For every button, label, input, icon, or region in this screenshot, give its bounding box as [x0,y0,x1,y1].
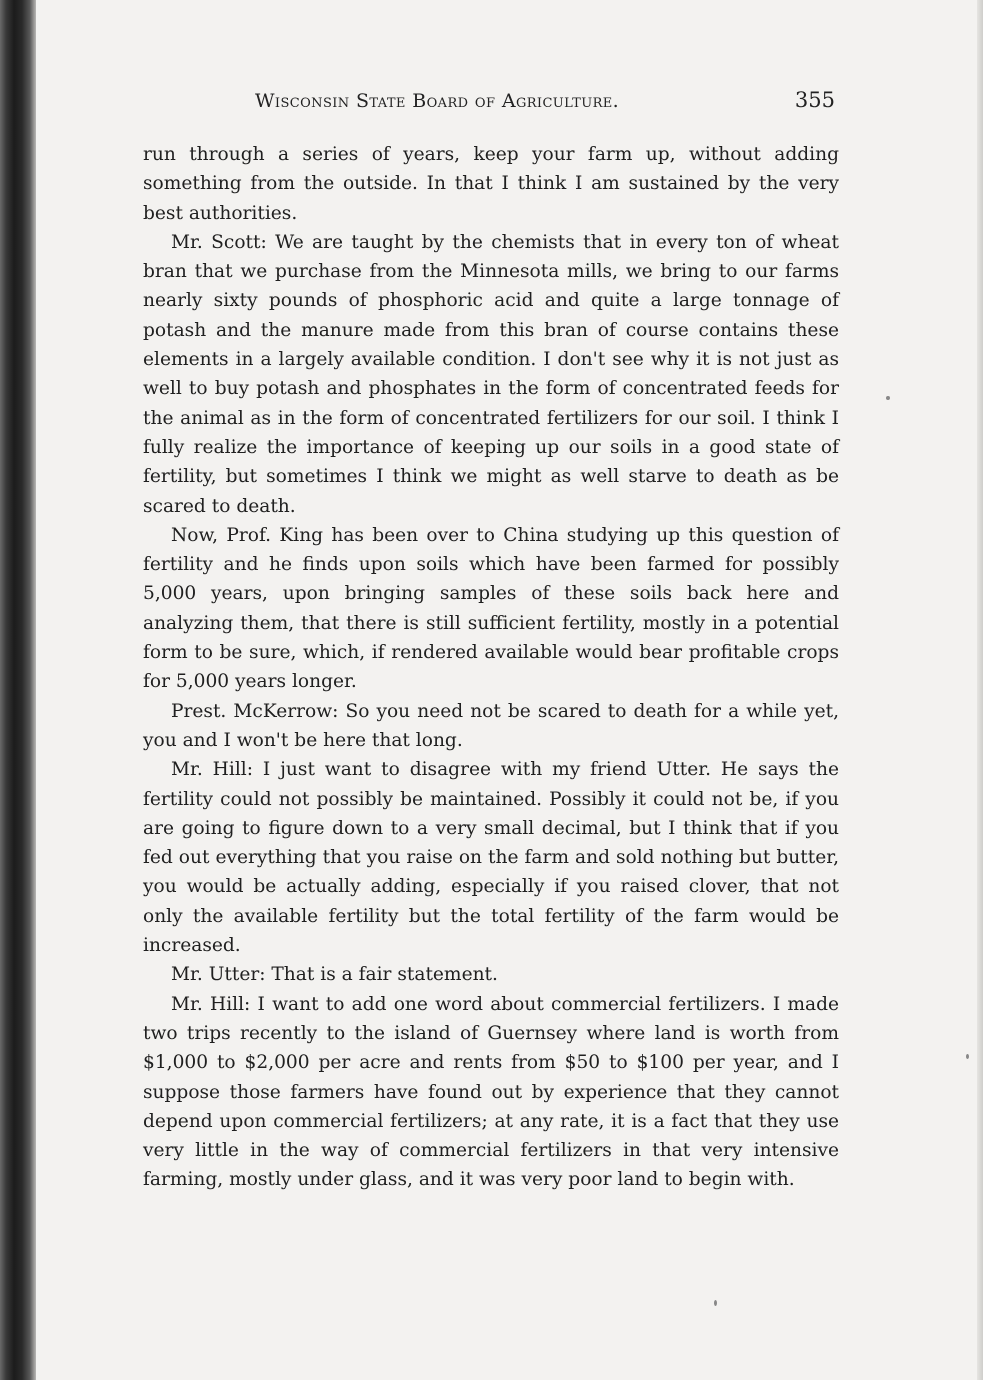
paragraph-text: I just want to disagree with my friend Utter. He says the fertility could not possibly be maintained. Possibly it could not be, if you are going to figure down to a very small decimal, but I think that if you fed out everything that you raise on the farm and sold nothing but butter, you would be actually adding, especially if you raised clover, that not only the available fertility but the total fertility of the farm would be increased. [143,759,840,957]
page-body [143,140,839,1195]
paragraph [143,228,839,521]
speaker-name: Mr. Hill: [171,993,251,1015]
scan-speck [886,396,890,400]
scan-speck [966,1054,969,1059]
paragraph-text: run through a series of years, keep your farm up, without adding something from the outside. In that I think I am sustained by the very best authorities. [143,144,839,224]
book-binding-shadow [0,0,36,1380]
scan-speck [714,1300,717,1306]
paragraph [143,697,839,756]
speaker-name: Mr. Scott: [171,231,267,253]
page-header [255,88,835,118]
paragraph-text: I want to add one word about commercial fertilizers. I made two trips recently to the island of Guernsey where land is worth from $1,000 to $2,000 per acre and rents from $50 to $100 per year, and I suppose those farmers have found out by experience that they cannot depend upon commercial fertilizers; at any rate, it is a fact that they use very little in the way of commercial fertilizers in that very intensive farming, mostly under glass, and it was very poor land to begin with. [143,993,839,1191]
paragraph [143,140,839,228]
paragraph [143,755,839,960]
paragraph-text: So you need not be scared to death for a while yet, you and I won't be here that long. [143,700,839,751]
page-edge [977,0,983,1380]
speaker-name: Mr. Utter: [171,964,266,986]
page-number: 355 [794,88,835,112]
paragraph [143,521,839,697]
paragraph-text: That is a fair statement. [271,964,498,986]
speaker-name: Prest. McKerrow: [171,700,339,722]
paragraph [143,990,839,1195]
paragraph-text: We are taught by the chemists that in every ton of wheat bran that we purchase from the Minnesota mills, we bring to our farms nearly sixty pounds of phosphoric acid and quite a large tonnage of potash and the manure made from this bran of course contains these elements in a largely available condition. I don't see why it is not just as well to buy potash and phosphates in the form of concentrated feeds for the animal as in the form of concentrated fertilizers for our soil. I think I fully realize the importance of keeping up our soils in a good state of fertility, but sometimes I think we might as well starve to death as be scared to death. [143,231,839,517]
speaker-name: Mr. Hill: [171,759,254,781]
paragraph [143,960,839,989]
paragraph-text: Now, Prof. King has been over to China studying up this question of fertility and he finds upon soils which have been farmed for possibly 5,000 years, upon bringing samples of these soils back here and analyzing them, that there is still sufficient fertility, mostly in a potential form to be sure, which, if rendered available would bear profitable crops for 5,000 years longer. [143,524,839,693]
running-head: Wisconsin State Board of Agriculture. [255,90,620,112]
